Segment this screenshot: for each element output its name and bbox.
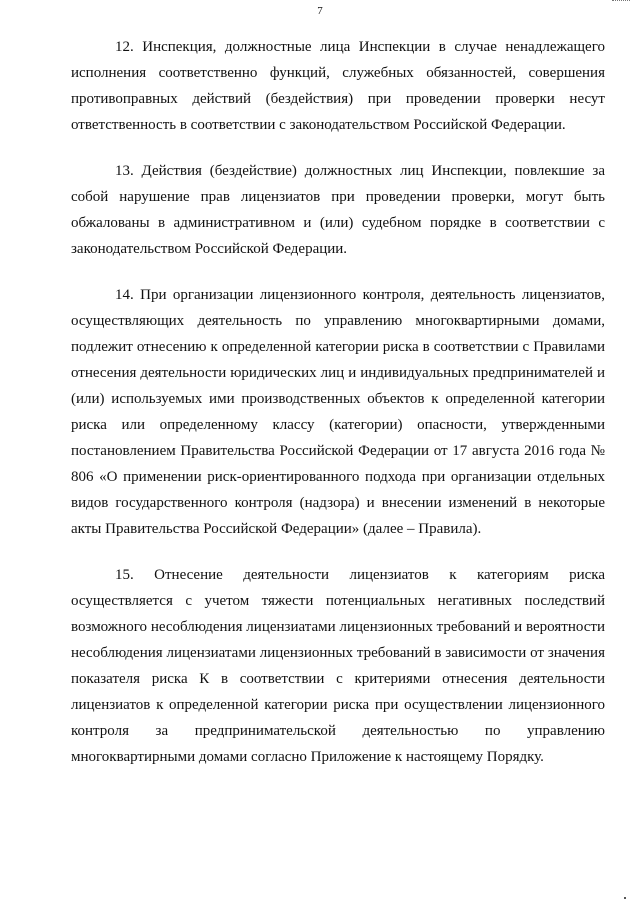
paragraph-12: 12. Инспекция, должностные лица Инспекции в случае ненадлежащего исполнения соответственно функций, служебных обязанностей, совершения противоправных действий (бездействия) при проведении проверки несут ответственность в соответствии с законодательством Российской Федерации. [71, 39, 605, 133]
paragraph-13: 13. Действия (бездействие) должностных лиц Инспекции, повлекшие за собой нарушение прав лицензиатов при проведении проверки, могут быть обжалованы в административном и (или) судебном порядке в соответствии с законодательством Российской Федерации. [71, 163, 605, 257]
document-body [71, 34, 605, 790]
page-number: 7 [317, 5, 323, 17]
corner-mark [612, 0, 630, 2]
scan-artifact-dot [624, 897, 626, 899]
paragraph-14: 14. При организации лицензионного контроля, деятельность лицензиатов, осуществляющих деятельность по управлению многоквартирными домами, подлежит отнесению к определенной категории риска в соответствии с Правилами отнесения деятельности юридических лиц и индивидуальных предпринимателей и (или) используемых ими производственных объектов к определенной категории риска или определенному классу (категории) опасности, утвержденными постановлением Правительства Российской Федерации от 17 августа 2016 года № 806 «О применении риск-ориентированного подхода при организации отдельных видов государственного контроля (надзора) и внесении изменений в некоторые акты Правительства Российской Федерации» (далее – Правила). [71, 287, 605, 537]
paragraph-15: 15. Отнесение деятельности лицензиатов к категориям риска осуществляется с учетом тяжести потенциальных негативных последствий возможного несоблюдения лицензиатами лицензионных требований и вероятности несоблюдения лицензиатами лицензионных требований в зависимости от значения показателя риска К в соответствии с критериями отнесения деятельности лицензиатов к определенной категории риска при осуществлении лицензионного контроля за предпринимательской деятельностью по управлению многоквартирными домами согласно Приложение к настоящему Порядку. [71, 567, 605, 765]
